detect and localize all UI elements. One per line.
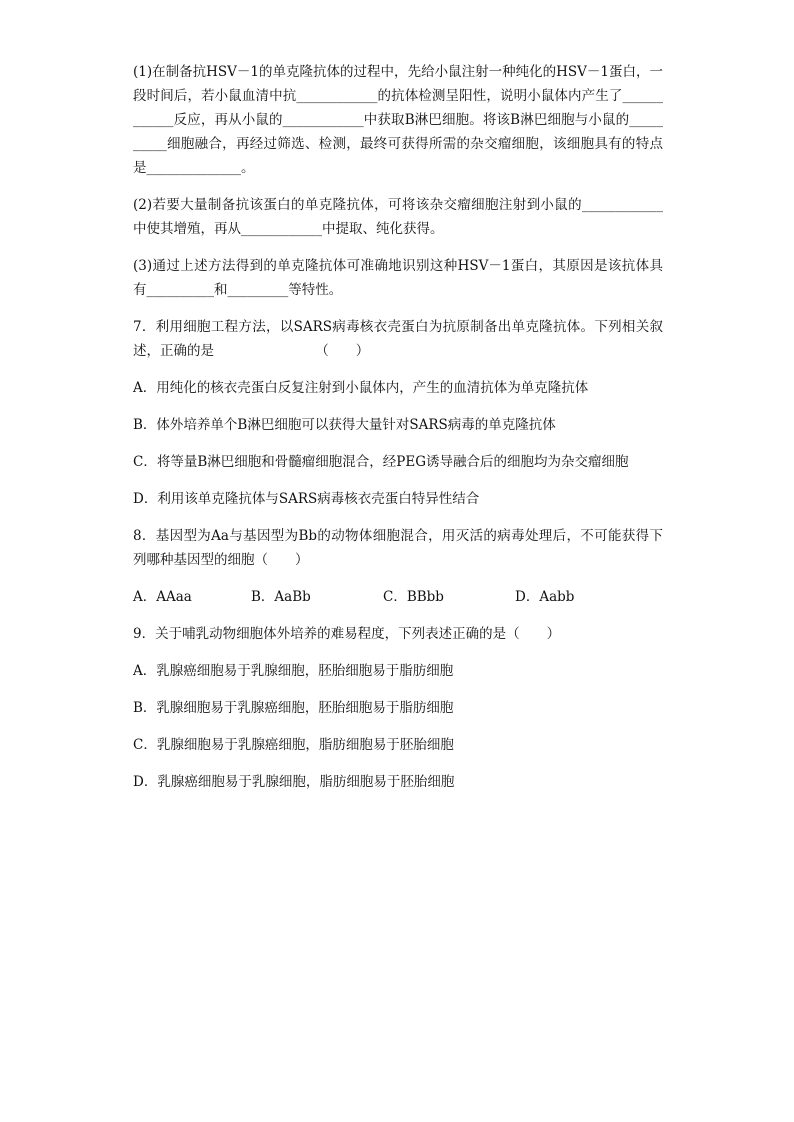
question-6-part-2: (2)若要大量制备抗该蛋白的单克隆抗体，可将该杂交瘤细胞注射到小鼠的____________中使其增殖，再从____________中提取、纯化获得。: [133, 197, 663, 237]
question-9-option-d: D．乳腺癌细胞易于乳腺细胞，脂肪细胞易于胚胎细胞: [133, 774, 455, 790]
question-8-option-a: A．AAaa: [133, 589, 192, 605]
question-7-option-c: C．将等量B淋巴细胞和骨髓瘤细胞混合，经PEG诱导融合后的细胞均为杂交瘤细胞: [133, 454, 629, 470]
question-8-option-b: B．AaBb: [251, 589, 311, 605]
question-8-stem: 8．基因型为Aa与基因型为Bb的动物体细胞混合，用灭活的病毒处理后，不可能获得下列哪种基因型的细胞（ ）: [133, 528, 663, 568]
question-9-option-b: B．乳腺细胞易于乳腺癌细胞，胚胎细胞易于脂肪细胞: [133, 700, 454, 716]
document-body: [133, 60, 663, 807]
question-9-option-c: C．乳腺细胞易于乳腺癌细胞，脂肪细胞易于胚胎细胞: [133, 737, 454, 753]
question-7-option-a: A．用纯化的核衣壳蛋白反复注射到小鼠体内，产生的血清抗体为单克隆抗体: [133, 380, 589, 396]
question-7-stem: 7．利用细胞工程方法，以SARS病毒核衣壳蛋白为抗原制备出单克隆抗体。下列相关叙述，正确的是 （ ）: [133, 319, 663, 359]
question-6-part-1: (1)在制备抗HSV－1的单克隆抗体的过程中，先给小鼠注射一种纯化的HSV－1蛋白，一段时间后，若小鼠血清中抗____________的抗体检测呈阳性，说明小鼠体内产生了____________反应，再从小鼠的____________中获取B淋巴细胞。将该B淋巴细胞与小鼠的__________细胞融合，再经过筛选、检测，最终可获得所需的杂交瘤细胞，该细胞具有的特点是______________。: [133, 64, 663, 176]
question-6-part-3: (3)通过上述方法得到的单克隆抗体可准确地识别这种HSV－1蛋白，其原因是该抗体具有__________和_________等特性。: [133, 258, 663, 298]
question-9-stem: 9．关于哺乳动物细胞体外培养的难易程度，下列表述正确的是（ ）: [133, 626, 561, 642]
question-7-option-d: D．利用该单克隆抗体与SARS病毒核衣壳蛋白特异性结合: [133, 491, 480, 507]
question-9-option-a: A．乳腺癌细胞易于乳腺细胞，胚胎细胞易于脂肪细胞: [133, 663, 454, 679]
question-7-option-b: B．体外培养单个B淋巴细胞可以获得大量针对SARS病毒的单克隆抗体: [133, 417, 556, 433]
question-8-option-d: D．Aabb: [515, 589, 575, 605]
question-8-option-c: C．BBbb: [383, 589, 444, 605]
question-8-options: [133, 585, 663, 609]
